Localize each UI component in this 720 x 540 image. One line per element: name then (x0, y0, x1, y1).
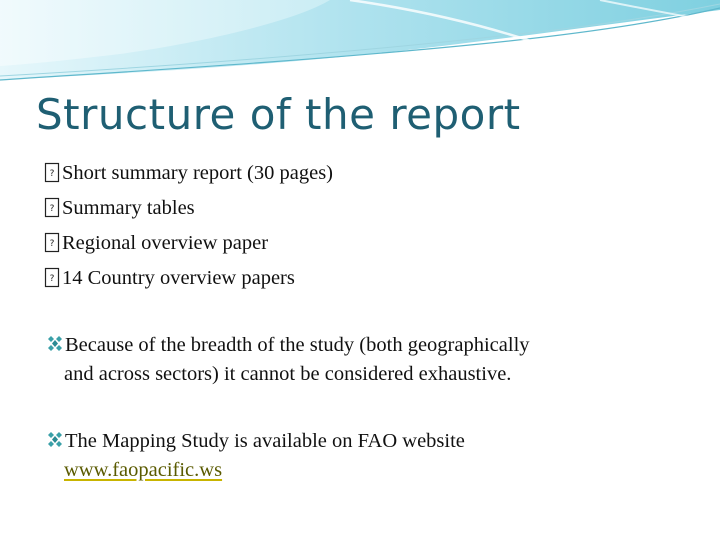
list-item-label: Summary tables (62, 197, 195, 219)
breadth-note-paragraph (46, 331, 686, 389)
missing-glyph-box-icon (44, 162, 61, 183)
diamond-bullet-icon (46, 333, 64, 351)
missing-glyph-box-icon (44, 267, 61, 288)
paragraph-line: Because of the breadth of the study (both geographically (65, 334, 530, 356)
availability-paragraph (46, 427, 686, 485)
paragraph-line: The Mapping Study is available on FAO website (65, 430, 465, 452)
svg-text:?: ? (49, 274, 55, 284)
svg-text:?: ? (49, 204, 55, 214)
header-wave-decoration (0, 0, 720, 90)
slide-title: Structure of the report (36, 90, 521, 139)
report-structure-list (44, 156, 333, 296)
fao-website-link[interactable]: www.faopacific.ws (64, 459, 223, 481)
list-item (44, 261, 333, 296)
list-item-label: 14 Country overview papers (62, 267, 295, 289)
list-item (44, 191, 333, 226)
paragraph-line: and across sectors) it cannot be considered exhaustive. (64, 363, 512, 385)
list-item-label: Regional overview paper (62, 232, 269, 254)
svg-text:?: ? (49, 239, 55, 249)
list-item-label: Short summary report (30 pages) (62, 162, 333, 184)
svg-text:?: ? (49, 169, 55, 179)
diamond-bullet-icon (46, 429, 64, 447)
missing-glyph-box-icon (44, 197, 61, 218)
missing-glyph-box-icon (44, 232, 61, 253)
list-item (44, 156, 333, 191)
list-item (44, 226, 333, 261)
